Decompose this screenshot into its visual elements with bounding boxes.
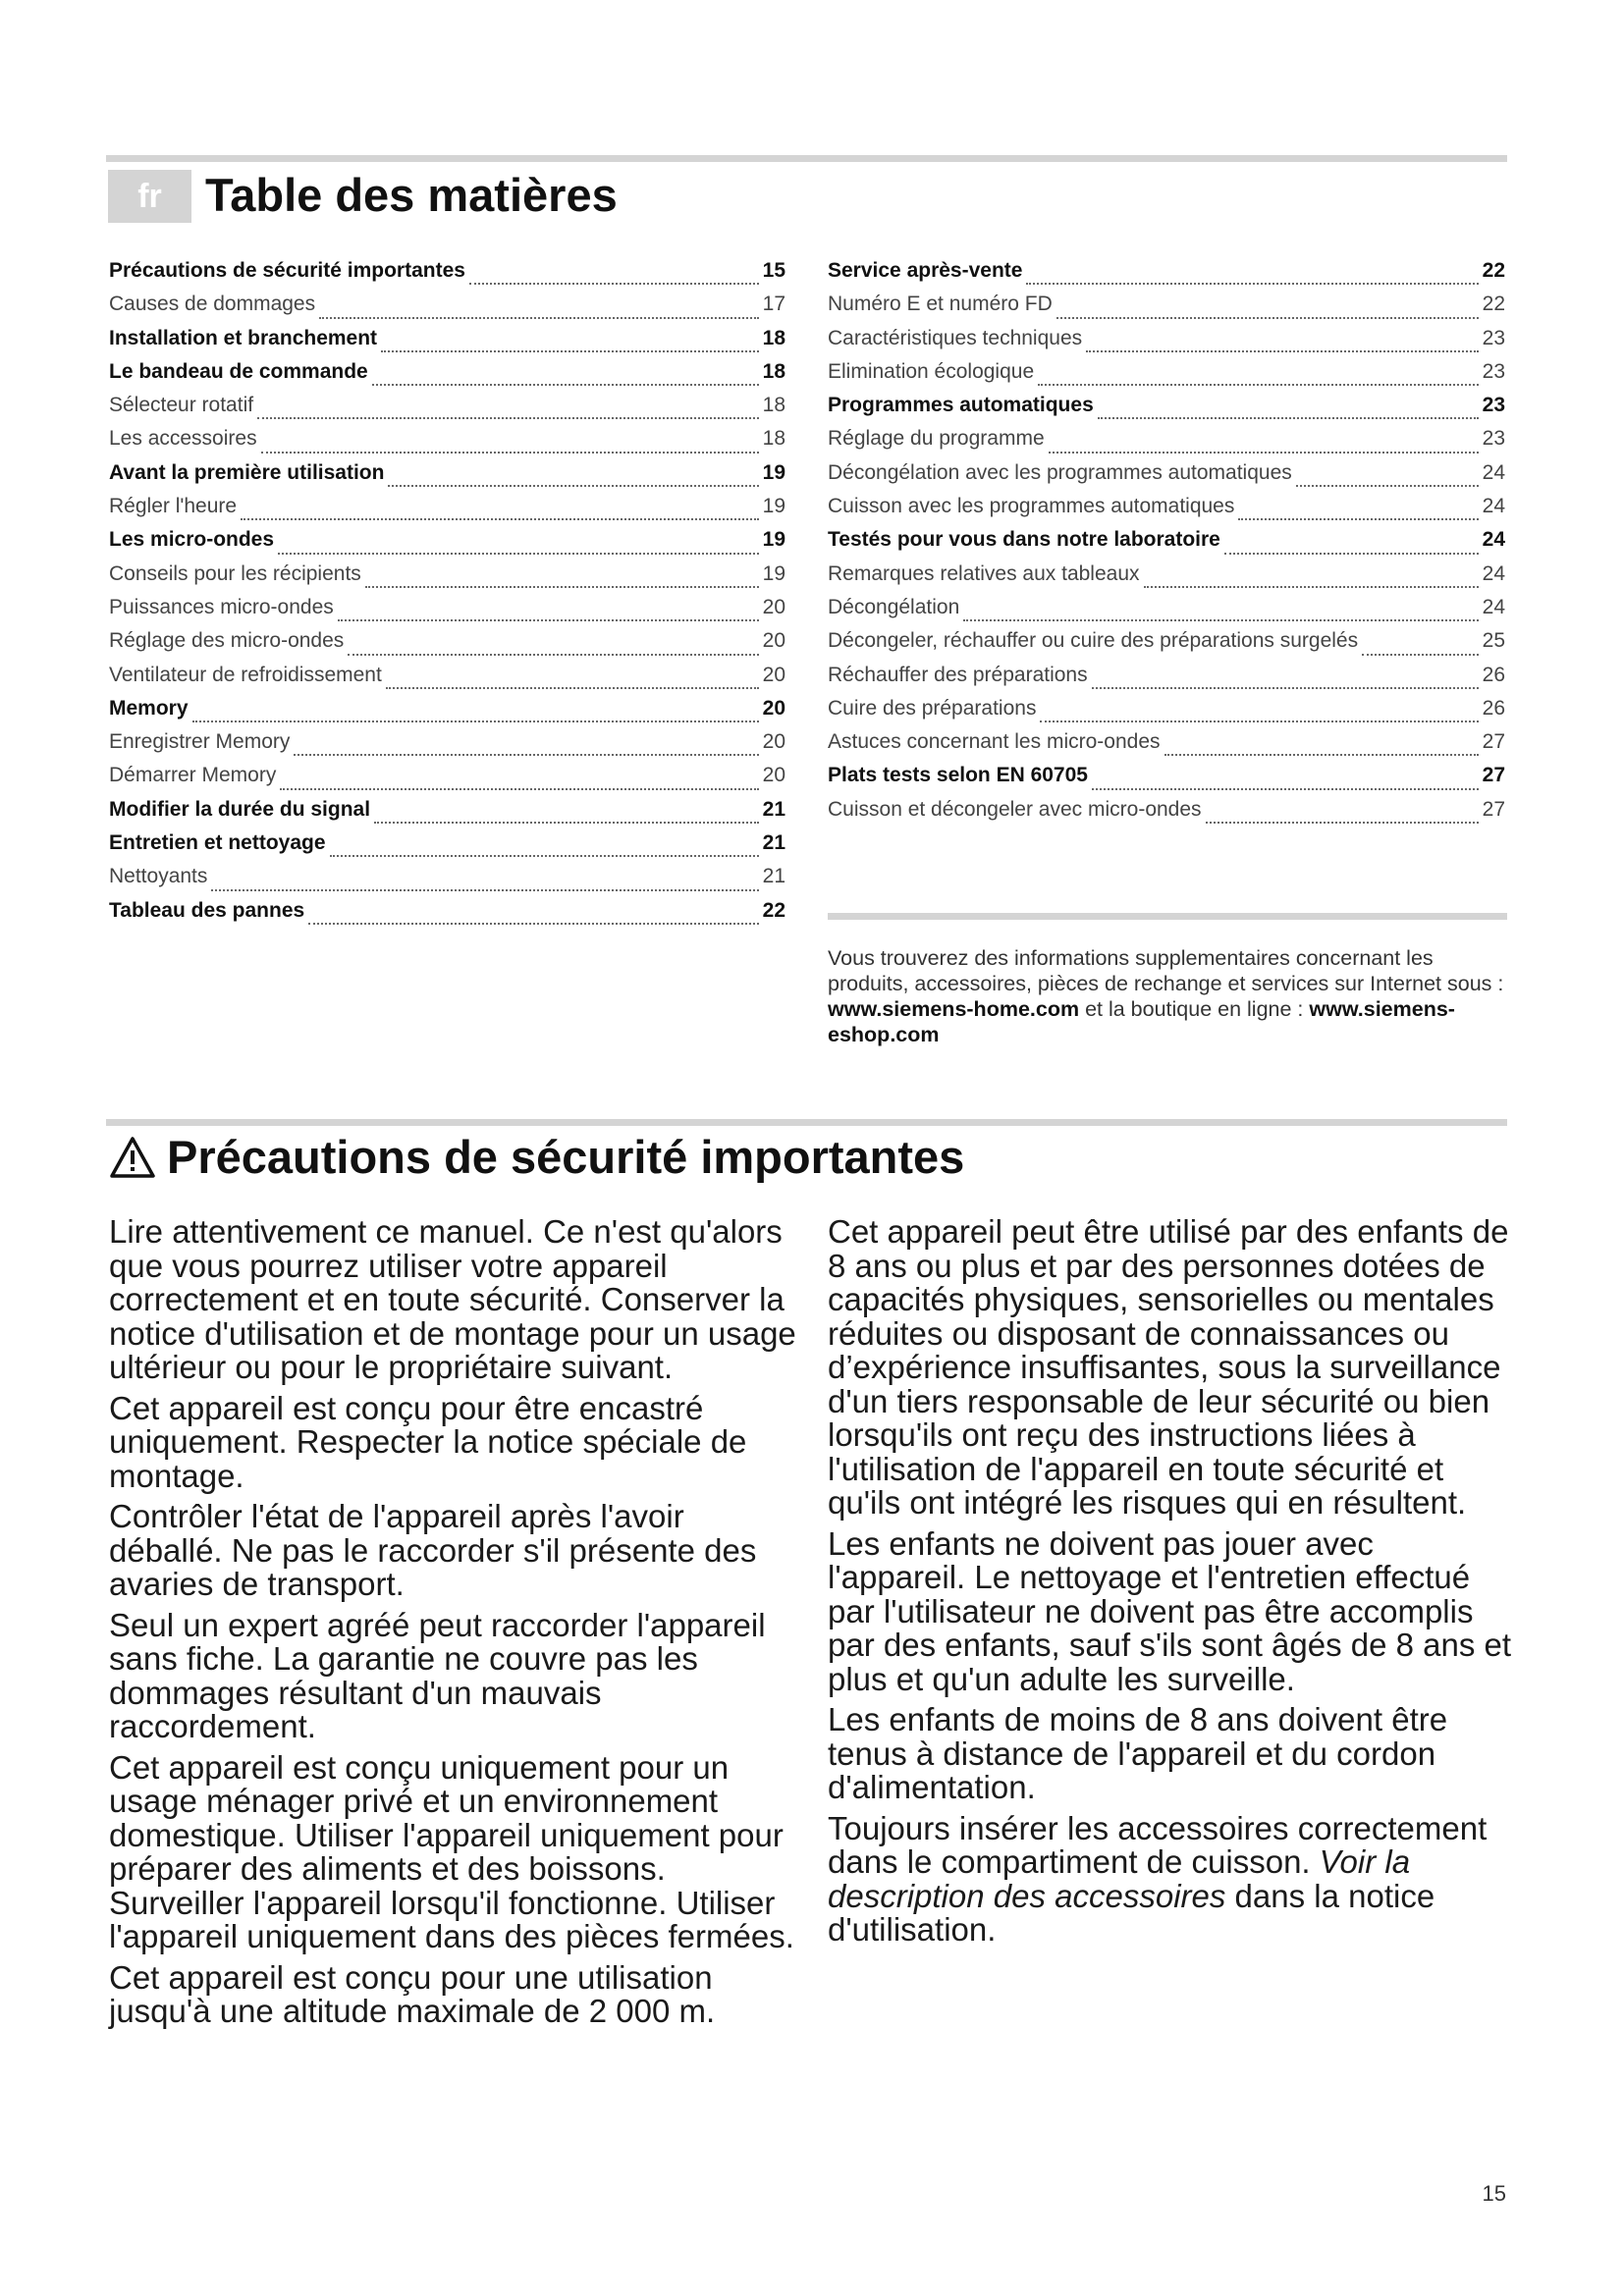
safety-title-text: Précautions de sécurité importantes — [167, 1131, 965, 1183]
toc-entry-page: 19 — [762, 561, 785, 585]
toc-leader-dots — [319, 316, 759, 319]
toc-entry-page: 18 — [762, 326, 785, 349]
toc-entry-title: Ventilateur de refroidissement — [109, 663, 382, 686]
siemens-home-link[interactable]: www.siemens-home.com — [828, 997, 1080, 1021]
toc-entry-page: 24 — [1482, 561, 1505, 585]
toc-entry-page: 27 — [1482, 797, 1505, 821]
toc-entry[interactable] — [109, 259, 785, 293]
toc-entry-page: 21 — [762, 831, 785, 855]
toc-leader-dots — [338, 618, 759, 621]
toc-entry-title: Remarques relatives aux tableaux — [828, 561, 1140, 585]
toc-entry[interactable] — [828, 629, 1505, 663]
toc-entry-page: 24 — [1482, 495, 1505, 518]
toc-entry-title: Décongélation avec les programmes automatiques — [828, 460, 1292, 484]
toc-entry[interactable] — [828, 327, 1505, 360]
toc-entry[interactable] — [828, 293, 1505, 326]
toc-entry[interactable] — [828, 562, 1505, 596]
toc-leader-dots — [469, 282, 759, 285]
toc-leader-dots — [330, 854, 759, 857]
toc-entry[interactable] — [828, 528, 1505, 561]
toc-leader-dots — [1238, 517, 1478, 520]
toc-entry-page: 20 — [762, 730, 785, 754]
toc-entry-page: 18 — [762, 427, 785, 451]
toc-leader-dots — [1026, 282, 1478, 285]
toc-entry-title: Caractéristiques techniques — [828, 326, 1083, 349]
toc-leader-dots — [308, 922, 758, 925]
toc-leader-dots — [211, 888, 758, 891]
toc-entry-title: Avant la première utilisation — [109, 460, 385, 484]
toc-entry[interactable] — [109, 360, 785, 394]
toc-entry[interactable] — [828, 427, 1505, 460]
toc-leader-dots — [365, 585, 759, 588]
toc-entry-title: Réglage des micro-ondes — [109, 629, 345, 653]
toc-leader-dots — [278, 552, 759, 555]
toc-entry[interactable] — [109, 899, 785, 933]
online-info-note — [828, 945, 1505, 1047]
toc-leader-dots — [1049, 451, 1479, 454]
toc-leader-dots — [1144, 585, 1479, 588]
safety-paragraph — [828, 1809, 1515, 1948]
toc-entry-page: 27 — [1482, 764, 1505, 787]
toc-leader-dots — [963, 618, 1478, 621]
toc-entry-page: 19 — [762, 460, 785, 484]
toc-leader-dots — [257, 416, 759, 419]
toc-entry-title: Décongeler, réchauffer ou cuire des préparations surgelés — [828, 629, 1359, 653]
toc-leader-dots — [1098, 416, 1479, 419]
toc-entry-title: Les accessoires — [109, 427, 257, 451]
safety-paragraph: Cet appareil est conçu uniquement pour un usage ménager privé et un environnement domestique. Utiliser l'appareil uniquement pour préparer des aliments et des boissons. Surveiller l'appareil lorsqu'il fonctionne. Utiliser l'appareil uniquement dans des pièces fermées. — [109, 1748, 794, 1954]
safety-paragraph: Les enfants ne doivent pas jouer avec l'appareil. Le nettoyage et l'entretien effectué par l'utilisateur ne doivent pas être accomplis par des enfants, sauf s'ils sont âgés de 8 ans et plus et qu'un adulte les surveille. — [828, 1524, 1512, 1697]
toc-entry-page: 15 — [762, 259, 785, 282]
info-text-middle: et la boutique en ligne : — [1079, 997, 1310, 1021]
toc-entry[interactable] — [109, 495, 785, 528]
toc-entry[interactable] — [828, 596, 1505, 629]
toc-entry-title: Cuire des préparations — [828, 696, 1037, 720]
toc-entry-title: Tableau des pannes — [109, 898, 305, 922]
safety-divider — [106, 1119, 1507, 1126]
toc-entry-title: Réchauffer des préparations — [828, 663, 1088, 686]
toc-leader-dots — [1362, 653, 1479, 656]
toc-entry-page: 17 — [762, 293, 785, 316]
accessories-text-after: dans la notice d'utilisation. — [828, 1877, 1435, 1948]
toc-entry-title: Numéro E et numéro FD — [828, 293, 1053, 316]
toc-entry[interactable] — [828, 664, 1505, 697]
toc-leader-dots — [1038, 383, 1479, 386]
toc-entry-page: 23 — [1482, 427, 1505, 451]
warning-icon — [110, 1136, 155, 1179]
safety-section-title — [110, 1127, 964, 1188]
toc-entry[interactable] — [828, 798, 1505, 831]
toc-entry-page: 20 — [762, 595, 785, 618]
toc-leader-dots — [348, 653, 758, 656]
toc-entry-title: Installation et branchement — [109, 326, 378, 349]
toc-entry-title: Plats tests selon EN 60705 — [828, 764, 1088, 787]
toc-title: Table des matières — [205, 169, 618, 221]
toc-entry-page: 24 — [1482, 460, 1505, 484]
toc-entry-page: 21 — [762, 797, 785, 821]
toc-leader-dots — [372, 383, 759, 386]
toc-entry-page: 26 — [1482, 696, 1505, 720]
toc-entry[interactable] — [109, 596, 785, 629]
toc-entry-title: Cuisson et décongeler avec micro-ondes — [828, 797, 1202, 821]
toc-entry-title: Conseils pour les récipients — [109, 561, 361, 585]
toc-entry-page: 27 — [1482, 730, 1505, 754]
toc-entry[interactable] — [109, 798, 785, 831]
toc-entry-title: Démarrer Memory — [109, 764, 277, 787]
toc-entry-title: Puissances micro-ondes — [109, 595, 334, 618]
toc-entry-title: Cuisson avec les programmes automatiques — [828, 495, 1235, 518]
page-number: 15 — [1482, 2181, 1506, 2206]
safety-paragraph: Cet appareil est conçu pour être encastré uniquement. Respecter la notice spéciale de montage. — [109, 1389, 747, 1494]
toc-entry-title: Modifier la durée du signal — [109, 797, 371, 821]
toc-leader-dots — [1206, 821, 1479, 824]
toc-entry[interactable] — [109, 764, 785, 797]
toc-entry-title: Astuces concernant les micro-ondes — [828, 730, 1161, 754]
toc-leader-dots — [294, 753, 758, 756]
toc-leader-dots — [374, 821, 759, 824]
toc-entry-title: Enregistrer Memory — [109, 730, 291, 754]
toc-entry-page: 22 — [762, 898, 785, 922]
toc-entry-title: Sélecteur rotatif — [109, 394, 254, 417]
toc-entry-title: Réglage du programme — [828, 427, 1045, 451]
safety-right-paragraphs — [828, 1215, 1515, 1805]
accessories-text-before: Toujours insérer les accessoires correctement dans le compartiment de cuisson. — [828, 1809, 1488, 1880]
toc-entry[interactable] — [109, 528, 785, 561]
toc-entry[interactable] — [828, 394, 1505, 427]
toc-entry-page: 24 — [1482, 528, 1505, 552]
language-badge: fr — [108, 170, 191, 223]
toc-entry-page: 18 — [762, 359, 785, 383]
safety-paragraph: Contrôler l'état de l'appareil après l'avoir déballé. Ne pas le raccorder s'il présente des avaries de transport. — [109, 1498, 757, 1602]
toc-entry-page: 23 — [1482, 326, 1505, 349]
toc-leader-dots — [1164, 753, 1479, 756]
info-text-before: Vous trouverez des informations supplementaires concernant les produits, accessoires, pièces de rechange et services sur Internet sous : — [828, 946, 1504, 995]
toc-entry-title: Précautions de sécurité importantes — [109, 259, 465, 282]
safety-paragraph: Les enfants de moins de 8 ans doivent être tenus à distance de l'appareil et du cordon d'alimentation. — [828, 1701, 1448, 1805]
toc-entry-title: Nettoyants — [109, 865, 208, 888]
toc-entry-title: Causes de dommages — [109, 293, 316, 316]
toc-leader-dots — [1086, 349, 1479, 352]
toc-entry-page: 20 — [762, 696, 785, 720]
toc-entry-page: 22 — [1482, 293, 1505, 316]
toc-entry-title: Le bandeau de commande — [109, 359, 368, 383]
toc-entry-page: 22 — [1482, 259, 1505, 282]
safety-paragraph: Lire attentivement ce manuel. Ce n'est qu'alors que vous pourrez utiliser votre appareil correctement et en toute sécurité. Conserver la notice d'utilisation et de montage pour un usage ultérieur ou pour le propriétaire suivant. — [109, 1213, 796, 1385]
toc-entry[interactable] — [109, 461, 785, 495]
toc-entry[interactable] — [109, 831, 785, 865]
toc-entry-title: Programmes automatiques — [828, 394, 1094, 417]
safety-right-column — [828, 1215, 1515, 1954]
toc-entry-page: 21 — [762, 865, 785, 888]
toc-entry-title: Memory — [109, 696, 189, 720]
toc-leader-dots — [1092, 787, 1479, 790]
accessories-reference: Voir la description des accessoires — [828, 1843, 1411, 1914]
toc-entry[interactable] — [109, 664, 785, 697]
toc-entry[interactable] — [109, 394, 785, 427]
toc-entry-title: Régler l'heure — [109, 495, 238, 518]
toc-entry[interactable] — [109, 293, 785, 326]
info-divider — [828, 913, 1507, 920]
toc-entry-page: 25 — [1482, 629, 1505, 653]
toc-entry[interactable] — [828, 461, 1505, 495]
safety-paragraph: Cet appareil peut être utilisé par des enfants de 8 ans ou plus et par des personnes dotées de capacités physiques, sensorielles ou mentales réduites ou disposant de connaissances ou d’expérience insuffisantes, sous la surveillance d'un tiers responsable de leur sécurité ou bien lorsqu'ils ont reçu des instructions liées à l'utilisation de l'appareil en toute sécurité et qu'ils ont intégré les risques qui en résultent. — [828, 1213, 1509, 1521]
toc-entry[interactable] — [828, 360, 1505, 394]
toc-entry[interactable] — [828, 730, 1505, 764]
toc-entry-title: Service après-vente — [828, 259, 1023, 282]
toc-entry-page: 19 — [762, 495, 785, 518]
toc-entry-title: Décongélation — [828, 595, 960, 618]
toc-leader-dots — [388, 484, 758, 487]
toc-right-column — [828, 259, 1505, 831]
toc-entry[interactable] — [109, 562, 785, 596]
toc-entry-title: Les micro-ondes — [109, 528, 275, 552]
toc-leader-dots — [386, 686, 759, 689]
safety-left-column — [109, 1215, 796, 2036]
toc-leader-dots — [261, 451, 759, 454]
toc-entry-page: 20 — [762, 764, 785, 787]
safety-paragraph: Cet appareil est conçu pour une utilisation jusqu'à une altitude maximale de 2 000 m. — [109, 1958, 716, 2029]
toc-entry-page: 23 — [1482, 359, 1505, 383]
top-divider — [106, 155, 1507, 162]
toc-entry[interactable] — [828, 495, 1505, 528]
toc-entry[interactable] — [109, 327, 785, 360]
toc-left-column — [109, 259, 785, 933]
safety-paragraph: Seul un expert agréé peut raccorder l'appareil sans fiche. La garantie ne couvre pas les dommages résultant d'un mauvais raccordement. — [109, 1606, 766, 1744]
toc-entry[interactable] — [828, 259, 1505, 293]
toc-leader-dots — [1040, 720, 1478, 722]
toc-entry-title: Entretien et nettoyage — [109, 831, 326, 855]
toc-leader-dots — [192, 720, 759, 722]
toc-leader-dots — [1056, 316, 1479, 319]
toc-entry-page: 18 — [762, 394, 785, 417]
toc-entry[interactable] — [109, 865, 785, 898]
toc-entry-page: 20 — [762, 663, 785, 686]
toc-entry[interactable] — [109, 427, 785, 460]
toc-leader-dots — [241, 517, 759, 520]
toc-entry-page: 23 — [1482, 394, 1505, 417]
toc-entry-page: 19 — [762, 528, 785, 552]
toc-leader-dots — [1092, 686, 1479, 689]
toc-entry[interactable] — [828, 764, 1505, 797]
toc-entry-title: Elimination écologique — [828, 359, 1035, 383]
toc-entry-page: 20 — [762, 629, 785, 653]
toc-leader-dots — [381, 349, 759, 352]
toc-entry[interactable] — [109, 730, 785, 764]
toc-entry-page: 26 — [1482, 663, 1505, 686]
toc-leader-dots — [1224, 552, 1479, 555]
toc-leader-dots — [280, 787, 758, 790]
toc-entry-title: Testés pour vous dans notre laboratoire — [828, 528, 1220, 552]
toc-entry[interactable] — [109, 629, 785, 663]
toc-entry[interactable] — [828, 697, 1505, 730]
toc-entry[interactable] — [109, 697, 785, 730]
siemens-eshop-link[interactable]: www.siemens-eshop.com — [828, 997, 1455, 1046]
toc-leader-dots — [1296, 484, 1479, 487]
toc-entry-page: 24 — [1482, 595, 1505, 618]
